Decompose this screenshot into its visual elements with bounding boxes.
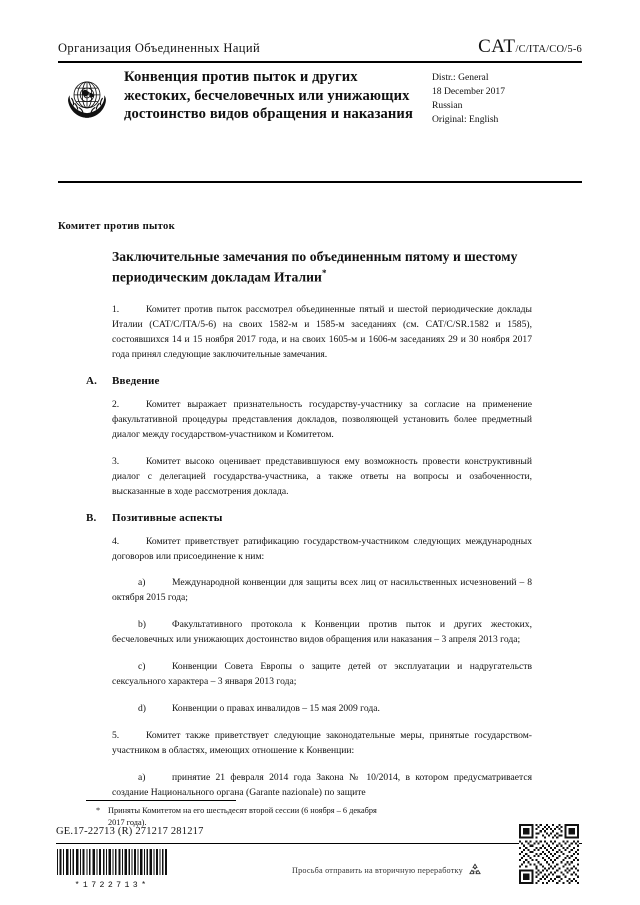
title-block-rule: [58, 181, 582, 183]
distr-language: Russian: [432, 99, 463, 111]
document-symbol-sub: /C/ITA/CO/5-6: [515, 44, 582, 55]
paragraph-3-text: Комитет высоко оценивает представившуюся ему возможность провести конструктивный диалог с делегацией государства-участника, а также ответы на вопросы и озабоченности, высказанные в ходе рассмотрения доклада.: [112, 455, 532, 497]
job-number: GE.17-22713 (R) 271217 281217: [56, 826, 204, 837]
convention-title: Конвенция против пыток и других жестоких, бесчеловечных или унижающих достоинство видов обращения и наказания: [124, 69, 413, 123]
recycle-notice: [292, 862, 483, 878]
footnote-separator: [86, 800, 236, 801]
section-heading-b: [86, 512, 532, 524]
paragraph-3: [112, 455, 532, 500]
paragraph-4-number: 4.: [112, 535, 120, 547]
subitem-4b-label: b): [138, 619, 146, 631]
subitem-4b-text: Факультативного протокола к Конвенции против пыток и других жестоких, бесчеловечных или унижающих достоинство видов обращения или наказания – 3 апреля 2013 года;: [112, 619, 532, 646]
distr-date: 18 December 2017: [432, 85, 505, 97]
masthead-rule: [58, 61, 582, 63]
paragraph-3-number: 3.: [112, 455, 120, 467]
page-title: [112, 248, 532, 287]
subitem-4c-label: c): [138, 661, 146, 673]
subitem-5a-text: принятие 21 февраля 2014 года Закона № 10/2014, в котором предусматривается создание Национального органа (Garante nazionale) по защите: [112, 772, 532, 798]
barcode: [56, 849, 168, 890]
paragraph-5-number: 5.: [112, 730, 120, 742]
barcode-bars: [56, 849, 168, 875]
subitem-4c-text: Конвенции Совета Европы о защите детей от эксплуатации и надругательств сексуального характера – 3 января 2013 года;: [112, 661, 532, 688]
barcode-digits: *1722713*: [74, 881, 150, 890]
footnote-line-1: Приняты Комитетом на его шестьдесят второй сессии (6 ноября – 6 декабря: [108, 806, 377, 815]
paragraph-5-text: Комитет также приветствует следующие законодательные меры, принятые государством-участником в областях, имеющих отношение к Конвенции:: [112, 730, 532, 757]
document-symbol: [478, 36, 582, 58]
footnote-marker: *: [96, 806, 101, 815]
qr-code: [519, 824, 579, 884]
un-emblem-icon: [61, 72, 113, 124]
footnote-line-2: 2017 года).: [108, 818, 147, 828]
footer-rule: [56, 843, 582, 844]
paragraph-1-number: 1.: [112, 304, 120, 316]
section-b-letter: B.: [86, 511, 97, 524]
paragraph-2-text: Комитет выражает признательность государству-участнику за согласие на применение факультативной процедуры представления докладов, позволяющей установить более предметный диалог между государством-участником и Комитетом.: [112, 398, 532, 440]
document-symbol-main: CAT: [478, 36, 516, 57]
subitem-5a-label: a): [138, 772, 146, 784]
paragraph-1-text: Комитет против пыток рассмотрел объединенные пятый и шестой периодические доклады Италии (CAT/C/ITA/5-6) на своих 1582-м и 1585-м заседаниях (см. CAT/C/SR.1582 и 1585), состоявшихся 14 и 15 ноября 2017 года, и на своих 1605-м и 1606-м заседаниях 29 и 30 ноября 2017 года принял следующие заключительные замечания.: [112, 304, 532, 360]
section-b-title: Позитивные аспекты: [112, 511, 223, 524]
subitem-4d-text: Конвенции о правах инвалидов – 15 мая 2009 года.: [172, 703, 380, 715]
recycling-symbol-icon: [467, 862, 483, 878]
title-block: [58, 68, 582, 127]
committee-name: Комитет против пыток: [58, 221, 175, 232]
page-title-text: Заключительные замечания по объединенным пятому и шестому периодическим докладам Италии: [112, 249, 518, 285]
document-body: [86, 248, 532, 813]
subitem-4d: [112, 702, 532, 717]
organization-name: Организация Объединенных Наций: [58, 41, 261, 55]
subitem-4c: [112, 660, 532, 690]
page-title-footnote-marker: *: [321, 267, 327, 278]
distr-original: Original: English: [432, 113, 499, 125]
subitem-5a: [112, 771, 532, 801]
distr-type: Distr.: General: [432, 72, 489, 83]
subitem-4a-text: Международной конвенции для защиты всех лиц от насильственных исчезновений – 8 октября 2015 года;: [112, 577, 532, 604]
paragraph-2: [112, 398, 532, 443]
subitem-4a-label: a): [138, 577, 146, 589]
masthead-row: [58, 36, 582, 58]
paragraph-4-text: Комитет приветствует ратификацию государством-участником следующих международных договоров или присоединение к ним:: [112, 535, 532, 562]
paragraph-5: [112, 729, 532, 759]
subitem-4b: [112, 618, 532, 648]
paragraph-4: [112, 535, 532, 565]
paragraph-1: [112, 303, 532, 363]
subitem-4a: [112, 576, 532, 606]
distribution-info: [432, 71, 562, 127]
section-heading-a: [86, 375, 532, 387]
section-a-letter: A.: [86, 374, 98, 387]
recycle-text: Просьба отправить на вторичную переработку: [292, 865, 463, 875]
paragraph-2-number: 2.: [112, 398, 120, 410]
section-a-title: Введение: [112, 374, 160, 387]
subitem-4d-label: d): [138, 703, 146, 715]
masthead: [58, 36, 582, 63]
